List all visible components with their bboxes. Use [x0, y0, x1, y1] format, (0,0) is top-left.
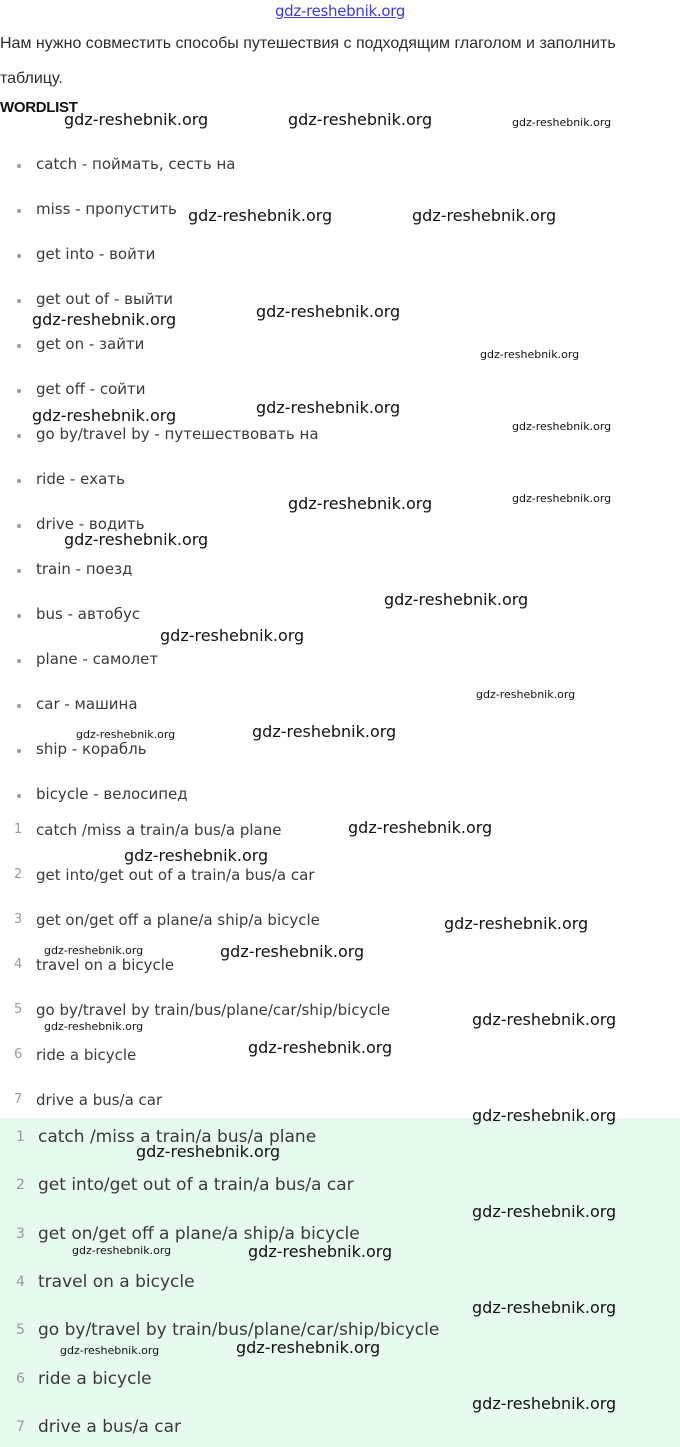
bullet-icon — [17, 614, 21, 618]
wordlist-item-text: get on - зайти — [36, 335, 145, 353]
wordlist-item-text: car - машина — [36, 695, 138, 713]
item-number: 2 — [14, 867, 23, 882]
watermark-text: gdz-reshebnik.org — [124, 846, 269, 865]
watermark-text: gdz-reshebnik.org — [72, 1244, 172, 1257]
watermark-text: gdz-reshebnik.org — [248, 1242, 393, 1261]
bullet-icon — [17, 254, 21, 258]
answer-number: 6 — [16, 1370, 25, 1387]
watermark-text: gdz-reshebnik.org — [60, 1344, 160, 1357]
watermark-text: gdz-reshebnik.org — [288, 494, 433, 513]
answer-number: 2 — [16, 1177, 25, 1194]
watermark-text: gdz-reshebnik.org — [472, 1010, 617, 1029]
watermark-text: gdz-reshebnik.org — [472, 1106, 617, 1125]
answer-item-text: drive a bus/a car — [38, 1416, 181, 1437]
bullet-icon — [17, 209, 21, 213]
watermark-text: gdz-reshebnik.org — [348, 818, 493, 837]
wordlist-item-text: ride - ехать — [36, 470, 125, 488]
watermark-text: gdz-reshebnik.org — [288, 110, 433, 129]
watermark-text: gdz-reshebnik.org — [44, 944, 144, 957]
wordlist-item-text: get off - сойти — [36, 380, 146, 398]
bullet-icon — [17, 569, 21, 573]
bullet-icon — [17, 794, 21, 798]
answer-number: 7 — [16, 1418, 25, 1435]
watermark-text: gdz-reshebnik.org — [44, 1020, 144, 1033]
bullet-icon — [17, 434, 21, 438]
numbered-item-text: travel on a bicycle — [36, 956, 175, 974]
bullet-icon — [17, 659, 21, 663]
wordlist-item-text: miss - пропустить — [36, 200, 177, 218]
bullet-icon — [17, 704, 21, 708]
answer-number: 5 — [16, 1322, 25, 1339]
wordlist-item-text: plane - самолет — [36, 650, 159, 668]
watermark-text: gdz-reshebnik.org — [384, 590, 529, 609]
item-number: 1 — [14, 822, 23, 837]
wordlist-item-text: bicycle - велосипед — [36, 785, 188, 803]
item-number: 4 — [14, 957, 23, 972]
watermark-text: gdz-reshebnik.org — [512, 420, 612, 433]
answer-item-text: ride a bicycle — [38, 1368, 152, 1389]
watermark-text: gdz-reshebnik.org — [512, 492, 612, 505]
bullet-icon — [17, 389, 21, 393]
watermark-text: gdz-reshebnik.org — [220, 942, 365, 961]
watermark-text: gdz-reshebnik.org — [512, 116, 612, 129]
answer-item-text: travel on a bicycle — [38, 1271, 195, 1292]
watermark-text: gdz-reshebnik.org — [236, 1338, 381, 1357]
answer-item-text: get into/get out of a train/a bus/a car — [38, 1175, 354, 1196]
answer-number: 3 — [16, 1225, 25, 1242]
item-number: 6 — [14, 1047, 23, 1062]
watermark-text: gdz-reshebnik.org — [476, 688, 576, 701]
answer-item-text: catch /miss a train/a bus/a plane — [38, 1127, 317, 1147]
wordlist-item-text: drive - водить — [36, 515, 145, 533]
watermark-text: gdz-reshebnik.org — [136, 1142, 281, 1161]
answer-number: 4 — [16, 1273, 25, 1290]
task-description: Нам нужно совместить способы путешествия с подходящим глаголом и заполнить таблицу. — [0, 35, 616, 87]
bullet-icon — [17, 479, 21, 483]
watermark-text: gdz-reshebnik.org — [444, 914, 589, 933]
bullet-icon — [17, 749, 21, 753]
numbered-item-text: ride a bicycle — [36, 1046, 137, 1064]
watermark-text: gdz-reshebnik.org — [32, 310, 177, 329]
wordlist-item-text: train - поезд — [36, 560, 133, 578]
watermark-text: gdz-reshebnik.org — [252, 722, 397, 741]
watermark-text: gdz-reshebnik.org — [480, 348, 580, 361]
watermark-text: gdz-reshebnik.org — [472, 1298, 617, 1317]
watermark-text: gdz-reshebnik.org — [64, 530, 209, 549]
watermark-text: gdz-reshebnik.org — [256, 398, 401, 417]
bullet-icon — [17, 164, 21, 168]
wordlist-item-text: catch - поймать, сесть на — [36, 155, 236, 173]
wordlist-item-text: ship - корабль — [36, 740, 147, 758]
site-link[interactable]: gdz-reshebnik.org — [274, 2, 406, 20]
watermark-text: gdz-reshebnik.org — [256, 302, 401, 321]
watermark-text: gdz-reshebnik.org — [76, 728, 176, 741]
wordlist-item-text: bus - автобус — [36, 605, 141, 623]
answer-number: 1 — [16, 1129, 25, 1145]
bullet-icon — [17, 344, 21, 348]
watermark-text: gdz-reshebnik.org — [472, 1394, 617, 1413]
watermark-text: gdz-reshebnik.org — [64, 110, 209, 129]
watermark-text: gdz-reshebnik.org — [412, 206, 557, 225]
watermark-text: gdz-reshebnik.org — [160, 626, 305, 645]
numbered-item-text: catch /miss a train/a bus/a plane — [36, 821, 282, 839]
item-number: 3 — [14, 912, 23, 927]
wordlist-item-text: go by/travel by - путешествовать на — [36, 425, 319, 443]
wordlist-item-text: get into - войти — [36, 245, 156, 263]
watermark-text: gdz-reshebnik.org — [472, 1202, 617, 1221]
item-number: 7 — [14, 1092, 23, 1107]
bullet-icon — [17, 299, 21, 303]
wordlist-heading: WORDLIST — [0, 99, 78, 116]
numbered-item-text: drive a bus/a car — [36, 1091, 163, 1109]
bullet-icon — [17, 524, 21, 528]
watermark-text: gdz-reshebnik.org — [188, 206, 333, 225]
answer-item-text: get on/get off a plane/a ship/a bicycle — [38, 1223, 360, 1244]
watermark-text: gdz-reshebnik.org — [248, 1038, 393, 1057]
item-number: 5 — [14, 1002, 23, 1017]
numbered-item-text: go by/travel by train/bus/plane/car/ship/bicycle — [36, 1001, 391, 1019]
watermark-text: gdz-reshebnik.org — [32, 406, 177, 425]
numbered-item-text: get on/get off a plane/a ship/a bicycle — [36, 911, 320, 929]
answer-item-text: go by/travel by train/bus/plane/car/ship/bicycle — [38, 1320, 440, 1341]
numbered-item-text: get into/get out of a train/a bus/a car — [36, 866, 315, 884]
wordlist-item-text: get out of - выйти — [36, 290, 174, 308]
